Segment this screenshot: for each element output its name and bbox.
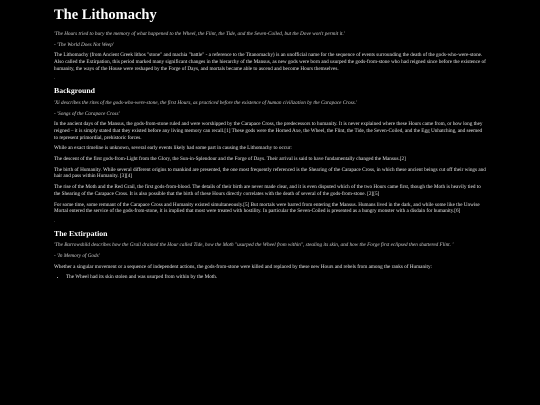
intro-paragraph: The Lithomachy (from Ancient Greek lithos "stone" and machia "battle" - a reference to the Titanomachy) is an unofficial name for the sequence of events surrounding the death of the gods-who-were-stone. Also called the Extirpation, this period marked many significant changes in the hierarchy of the Mansus, as new gods were born and usurped the gods-from-stone who had reigned since before the existence of humanity, the ways of the House were reshaped by the Forge of Days, and mortals became able to ascend and become Hours themselves. bbox=[54, 52, 486, 72]
extirpation-epigraph-source: - 'In Memory of Gods' bbox=[54, 252, 100, 259]
background-paragraph: The birth of Humanity. While several different origins to mankind are presented, the one most frequently referenced is the Shearing of the Carapace Cross, in which these ancient beings cut off their wings and hair and pass within Humanity. [3][4] bbox=[54, 166, 486, 180]
extirpation-list bbox=[54, 274, 486, 281]
extirpation-paragraph: Whether a singular movement or a sequence of independent actions, the gods-from-stone were killed and replaced by these new Hours and rebels from among the ranks of Humanity: bbox=[54, 263, 432, 270]
extirpation-epigraph: 'The Barrowshild describes how the Grail drained the Hour called Tide, how the Moth "usurped the Wheel from within", stealing its skin, and how the Forge first eclipsed then shattered Flint. ' bbox=[54, 242, 454, 249]
list-item: • The Wheel had its skin stolen and was usurped from within by the Moth. bbox=[66, 274, 486, 281]
intro-epigraph-source: - 'The World Does Not Weep' bbox=[54, 41, 114, 48]
background-heading: Background bbox=[54, 86, 96, 96]
section-separator: . bbox=[54, 217, 56, 224]
section-separator: . bbox=[54, 75, 56, 82]
background-paragraph: In the ancient days of the Mansus, the gods-from-stone ruled and were worshipped by the Carapace Cross, the predecessors to humanity. It is never explained where these Hours came from, or how long they reigned – it is simply stated that they existed before any living memory can recall.[1] These gods were the Horned Axe, the Wheel, the Flint, the Tide, the Seven-Coiled, and the Egg Unhatching, and seemed to represent primordial, prehistoric forces. bbox=[54, 121, 483, 141]
article bbox=[54, 0, 486, 405]
background-paragraph: The descent of the first gods-from-Light from the Glory, the Sun-in-Splendour and the Forge of Days. Their arrival is said to have fundamentally changed the Mansus.[2] bbox=[54, 156, 406, 163]
background-epigraph: 'Xi describes the rites of the gods-who-were-stone, the first Hours, as practiced before the existence of human civilization by the Carapace Cross.' bbox=[54, 99, 358, 106]
background-epigraph-source: - 'Songs of the Carapace Cross' bbox=[54, 110, 120, 117]
background-paragraph: For some time, some remnant of the Carapace Cross and Humanity existed simultaneously.[5] But mortals were barred from entering the Mansus. Humans lived in the dark, and while some like the Unwise Mortal entered the service of the gods-from-stone, it is implied that most were treated with hostility. In particular the Seven-Coiled is presented as a hungry monster with a disdain for humanity.[6] bbox=[54, 201, 480, 215]
background-paragraph: While an exact timeline is unknown, several early events likely had some part in causing the Lithomachy to occur: bbox=[54, 145, 292, 152]
extirpation-heading: The Extirpation bbox=[54, 228, 108, 238]
intro-epigraph: 'The Hours tried to bury the memory of what happened to the Wheel, the Flint, the Tide, and the Seven-Coiled, but the Dove won't permit it.' bbox=[54, 30, 345, 37]
page-title: The Lithomachy bbox=[54, 7, 157, 23]
background-paragraph: The rise of the Moth and the Red Grail, the first gods-from-blood. The details of their birth are never made clear, and it is even disputed which of the two Hours came first, though the Moth is heavily tied to the Shearing of the Carapace Cross. It is also possible that the birth of these Hours directly correlates with the death of several of the gods-from-stone. [2][5] bbox=[54, 184, 481, 197]
